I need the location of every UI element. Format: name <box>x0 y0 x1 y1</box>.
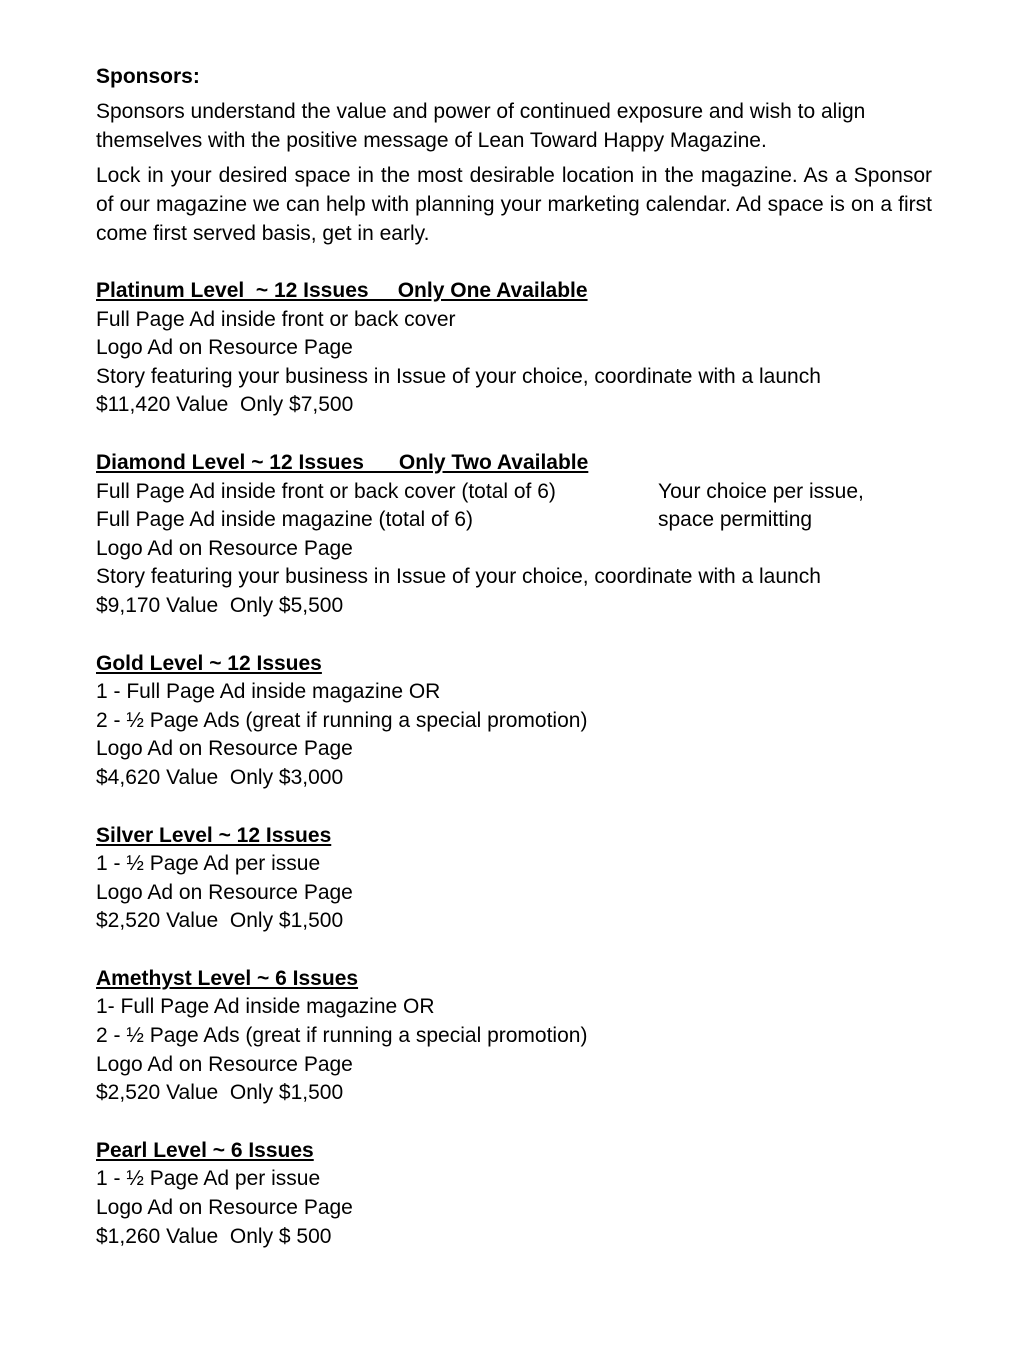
diamond-benefit: Full Page Ad inside front or back cover (total of 6) <box>96 479 556 503</box>
gold-benefit: 2 - ½ Page Ads (great if running a special promotion) <box>96 708 588 732</box>
amethyst-price: $2,520 Value Only $1,500 <box>96 1081 344 1105</box>
diamond-benefit: Full Page Ad inside magazine (total of 6) <box>96 508 474 532</box>
amethyst-benefit: Logo Ad on Resource Page <box>96 1052 353 1076</box>
document-page <box>96 62 932 1251</box>
silver-level-section <box>96 822 932 936</box>
pearl-level-section <box>96 1137 932 1251</box>
silver-benefit: 1 - ½ Page Ad per issue <box>96 852 321 876</box>
diamond-benefit: Logo Ad on Resource Page <box>96 536 353 560</box>
silver-benefit: Logo Ad on Resource Page <box>96 880 353 904</box>
amethyst-benefit: 1- Full Page Ad inside magazine OR <box>96 995 435 1019</box>
sponsors-intro-paragraph: Sponsors understand the value and power of continued exposure and wish to align themselves with the positive message of Lean Toward Happy Magazine. <box>96 100 866 152</box>
sponsors-heading: Sponsors: <box>96 65 200 88</box>
diamond-note: space permitting <box>658 508 813 532</box>
platinum-level-title: Platinum Level ~ 12 Issues Only One Available <box>96 279 588 302</box>
diamond-benefit-row <box>96 506 932 535</box>
gold-price: $4,620 Value Only $3,000 <box>96 765 344 789</box>
amethyst-level-section <box>96 965 932 1108</box>
sponsors-lock-in-paragraph: Lock in your desired space in the most desirable location in the magazine. As a Sponsor of our magazine we can help with planning your marketing calendar. Ad space is on a first come first served basis, get in early. <box>96 164 932 245</box>
pearl-benefit: 1 - ½ Page Ad per issue <box>96 1167 321 1191</box>
diamond-benefit: Story featuring your business in Issue of your choice, coordinate with a launch <box>96 565 821 589</box>
diamond-price: $9,170 Value Only $5,500 <box>96 593 344 617</box>
gold-level-section <box>96 650 932 793</box>
diamond-note: Your choice per issue, <box>658 479 864 503</box>
silver-level-title: Silver Level ~ 12 Issues <box>96 823 332 847</box>
platinum-benefit: Story featuring your business in Issue of your choice, coordinate with a launch <box>96 364 821 388</box>
platinum-level-section <box>96 277 932 420</box>
amethyst-level-title: Amethyst Level ~ 6 Issues <box>96 966 359 990</box>
platinum-benefit: Logo Ad on Resource Page <box>96 336 353 360</box>
diamond-benefit-row <box>96 478 932 507</box>
diamond-level-section <box>96 449 932 621</box>
gold-benefit: 1 - Full Page Ad inside magazine OR <box>96 680 441 704</box>
gold-benefit: Logo Ad on Resource Page <box>96 737 353 761</box>
pearl-price: $1,260 Value Only $ 500 <box>96 1224 332 1248</box>
pearl-level-title: Pearl Level ~ 6 Issues <box>96 1138 314 1162</box>
pearl-benefit: Logo Ad on Resource Page <box>96 1196 353 1220</box>
amethyst-benefit: 2 - ½ Page Ads (great if running a special promotion) <box>96 1024 588 1048</box>
diamond-level-title: Diamond Level ~ 12 Issues Only Two Available <box>96 450 589 474</box>
platinum-benefit: Full Page Ad inside front or back cover <box>96 307 456 331</box>
platinum-price: $11,420 Value Only $7,500 <box>96 393 354 417</box>
silver-price: $2,520 Value Only $1,500 <box>96 909 344 933</box>
gold-level-title: Gold Level ~ 12 Issues <box>96 651 322 675</box>
